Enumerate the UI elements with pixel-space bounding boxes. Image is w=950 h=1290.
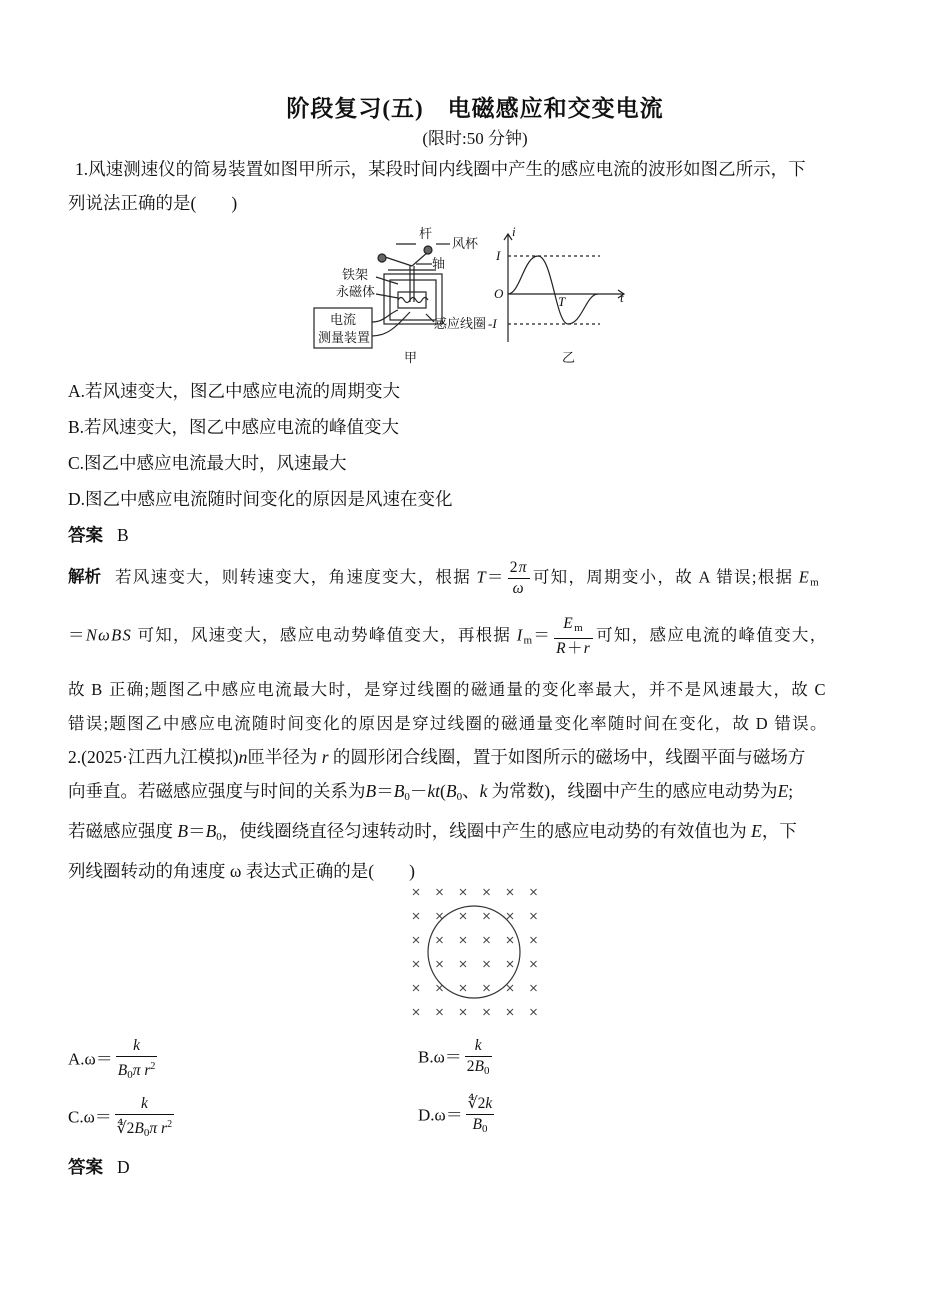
time-limit: (限时:50 分钟) <box>422 129 528 148</box>
field-cross-mark <box>437 1009 443 1015</box>
answer-label: 答案 <box>68 1157 103 1177</box>
coil-circle <box>428 906 520 998</box>
q1-analysis-line1: 解析 若风速变大，则转速变大，角速度变大，根据 T＝ $\frac{2\pi}{\omega}$ 可知，周期变小，故 A 错误;根据 $E_m$ <box>68 559 821 597</box>
field-crosses <box>413 889 537 1015</box>
field-cross-mark <box>507 1009 513 1015</box>
cup-left <box>378 254 386 262</box>
field-cross-mark <box>484 961 490 967</box>
answer-value: B <box>117 525 129 545</box>
field-cross-mark <box>413 937 419 943</box>
cup-right <box>424 246 432 254</box>
axis-label-I: I <box>496 248 501 263</box>
field-cross-mark <box>460 1009 466 1015</box>
q1-stem-line1: 1.风速测速仪的简易装置如图甲所示，某段时间内线圈中产生的感应电流的波形如图乙所示，下 <box>75 159 806 179</box>
label-yi: 乙 <box>562 350 576 365</box>
field-cross-mark <box>413 889 419 895</box>
field-cross-mark <box>413 913 419 919</box>
axis-label-O: O <box>494 286 504 301</box>
coil <box>398 298 428 303</box>
q1-option-b: B.若风速变大，图乙中感应电流的峰值变大 <box>68 417 400 437</box>
analysis-label: 解析 <box>68 567 101 587</box>
q2-answer <box>68 1152 130 1182</box>
axis-label-i: i <box>512 224 516 239</box>
field-cross-mark <box>531 961 537 967</box>
q2-option-b: B.ω＝ $\frac{k}{2B_0}$ <box>418 1037 490 1077</box>
field-cross-mark <box>507 961 513 967</box>
field-cross-mark <box>437 937 443 943</box>
field-cross-mark <box>484 913 490 919</box>
label-frame: 铁架 <box>342 267 369 282</box>
field-cross-mark <box>413 961 419 967</box>
answer-label: 答案 <box>68 525 103 545</box>
q2-option-a: A.ω＝ $\frac{k}{B_0\pi r^2}$ <box>68 1037 156 1081</box>
axis-label-T: T <box>558 294 566 309</box>
field-cross-mark <box>460 961 466 967</box>
q2-option-d: D.ω＝ $\frac{∜2k}{B_0}$ <box>418 1095 493 1135</box>
field-cross-mark <box>413 1009 419 1015</box>
q2-stem-line3: 若磁感应强度 $B=B_0$，使线圈绕直径匀速转动时，线圈中产生的感应电动势的有效值也为 E，下 <box>68 821 797 843</box>
q2-stem-line1: 2.(2025·江西九江模拟)n匝半径为 r 的圆形闭合线圈，置于如图所示的磁场中，线圈平面与磁场方 <box>68 747 806 767</box>
sine-wave <box>508 256 598 324</box>
page-title: 阶段复习(五) 电磁感应和交变电流 <box>286 96 664 121</box>
field-cross-mark <box>531 889 537 895</box>
formula-current: $\frac{E_m}{R+r}$ <box>556 615 592 657</box>
q1-option-d: D.图乙中感应电流随时间变化的原因是风速在变化 <box>68 489 453 509</box>
field-cross-mark <box>460 889 466 895</box>
field-cross-mark <box>460 913 466 919</box>
q2-stem <box>68 740 883 888</box>
q1-analysis-line4: 错误;题图乙中感应电流随时间变化的原因是穿过线圈的磁通量变化率随时间在变化，故 D 错误。 <box>68 714 828 733</box>
q1-option-c: C.图乙中感应电流最大时，风速最大 <box>68 453 347 473</box>
q2-option-c: C.ω＝ $\frac{k}{∜2B_0\pi r^2}$ <box>68 1095 173 1139</box>
field-cross-mark <box>437 961 443 967</box>
field-cross-mark <box>507 937 513 943</box>
label-device: 测量装置 <box>318 330 371 345</box>
field-cross-mark <box>484 937 490 943</box>
field-cross-mark <box>460 937 466 943</box>
q2-field-figure <box>404 882 544 1022</box>
label-current: 电流 <box>330 312 357 327</box>
q1-analysis-line3: 故 B 正确;题图乙中感应电流最大时，是穿过线圈的磁通量的变化率最大，并不是风速最大，故 C <box>68 680 827 699</box>
field-cross-mark <box>413 985 419 991</box>
label-rod: 杆 <box>419 226 433 241</box>
label-coil: 感应线圈 <box>434 316 487 331</box>
q1-figure <box>300 222 640 372</box>
field-cross-mark <box>437 889 443 895</box>
axis-label-t: t <box>620 290 624 305</box>
axis-label-neg-I: -I <box>488 316 497 331</box>
field-cross-mark <box>507 913 513 919</box>
field-cross-mark <box>437 913 443 919</box>
field-cross-mark <box>460 985 466 991</box>
q1-stem <box>68 152 883 220</box>
q1-stem-line2: 列说法正确的是( ) <box>68 193 238 213</box>
answer-value: D <box>117 1157 130 1177</box>
q1-analysis-line2: ＝NωBS 可知，风速变大，感应电动势峰值变大，再根据 $I_m=$ $\frac{E_m}{R+r}$ 可知，感应电流的峰值变大， <box>68 615 828 657</box>
label-jia: 甲 <box>404 350 418 365</box>
field-cross-mark <box>484 985 490 991</box>
label-magnet: 永磁体 <box>336 284 376 299</box>
field-cross-mark <box>484 1009 490 1015</box>
field-cross-mark <box>484 889 490 895</box>
q2-stem-line4: 列线圈转动的角速度 ω 表达式正确的是( ) <box>68 861 415 881</box>
field-cross-mark <box>531 937 537 943</box>
field-cross-mark <box>507 985 513 991</box>
field-cross-mark <box>507 889 513 895</box>
q1-option-a: A.若风速变大，图乙中感应电流的周期变大 <box>68 381 401 401</box>
label-cup: 风杯 <box>452 236 479 251</box>
field-cross-mark <box>531 913 537 919</box>
q1-answer <box>68 520 129 550</box>
waveform-graph <box>504 234 624 342</box>
q2-stem-line2: 向垂直。若磁感应强度与时间的关系为$B=B_0-kt(B_0$、k 为常数)，线圈中产生的感应电动势为E; <box>68 781 794 803</box>
field-cross-mark <box>437 985 443 991</box>
formula-period: $\frac{2\pi}{\omega}$ <box>509 559 528 597</box>
field-cross-mark <box>531 1009 537 1015</box>
label-shaft: 轴 <box>432 256 446 271</box>
field-cross-mark <box>531 985 537 991</box>
